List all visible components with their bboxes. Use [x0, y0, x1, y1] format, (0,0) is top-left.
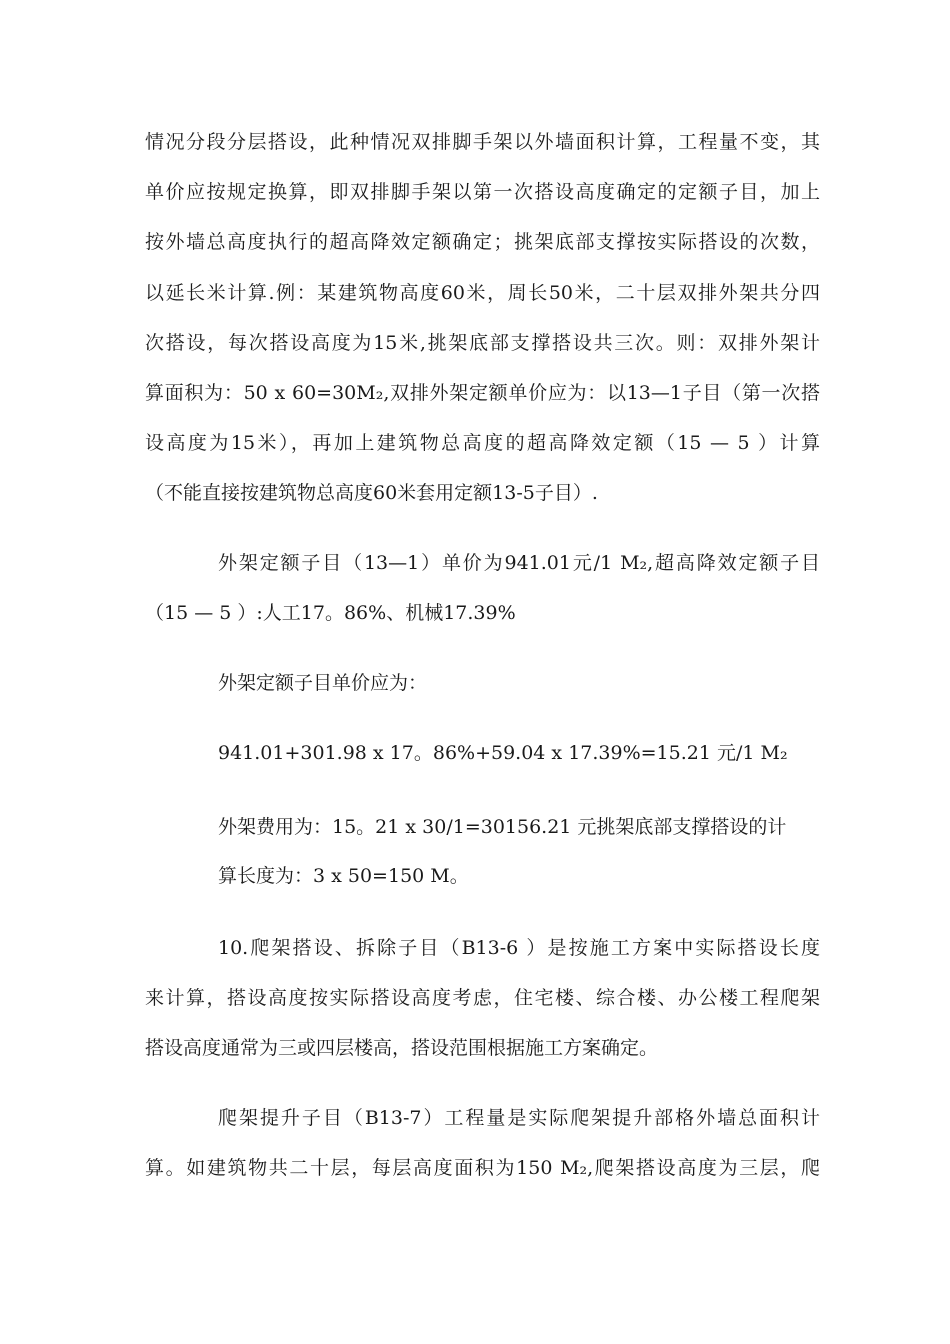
paragraph-1-line-6: 算面积为：50 x 60=30M₂,双排外架定额单价应为：以13—1子目（第一次搭 — [145, 382, 820, 404]
paragraph-2-line-1: 外架定额子目（13—1）单价为941.01元/1 M₂,超高降效定额子目 — [218, 552, 820, 574]
paragraph-1-line-4: 以延长米计算.例：某建筑物高度60米，周长50米，二十层双排外架共分四 — [145, 282, 820, 304]
paragraph-5-line-2: 算长度为：3 x 50=150 M。 — [218, 865, 469, 887]
paragraph-1-line-2: 单价应按规定换算，即双排脚手架以第一次搭设高度确定的定额子目，加上 — [145, 181, 820, 203]
paragraph-1-line-8: （不能直接按建筑物总高度60米套用定额13-5子目）. — [145, 482, 598, 504]
paragraph-4-formula: 941.01+301.98 x 17。86%+59.04 x 17.39%=15.21 元/1 M₂ — [218, 742, 788, 764]
paragraph-1-line-3: 按外墙总高度执行的超高降效定额确定；挑架底部支撑按实际搭设的次数， — [145, 231, 820, 253]
paragraph-7-line-2: 算。如建筑物共二十层，每层高度面积为150 M₂,爬架搭设高度为三层，爬 — [145, 1157, 820, 1179]
paragraph-6-line-1: 10.爬架搭设、拆除子目（B13-6 ）是按施工方案中实际搭设长度 — [218, 937, 820, 959]
paragraph-6-line-2: 来计算，搭设高度按实际搭设高度考虑，住宅楼、综合楼、办公楼工程爬架 — [145, 987, 820, 1009]
paragraph-1-line-5: 次搭设，每次搭设高度为15米,挑架底部支撑搭设共三次。则：双排外架计 — [145, 332, 820, 354]
paragraph-6-line-3: 搭设高度通常为三或四层楼高，搭设范围根据施工方案确定。 — [145, 1037, 659, 1059]
paragraph-5-line-1: 外架费用为：15。21 x 30/1=30156.21 元挑架底部支撑搭设的计 — [218, 816, 787, 838]
paragraph-1-line-1: 情况分段分层搭设，此种情况双排脚手架以外墙面积计算，工程量不变，其 — [145, 131, 820, 153]
paragraph-1-line-7: 设高度为15米），再加上建筑物总高度的超高降效定额（15 — 5 ）计算 — [145, 432, 820, 454]
paragraph-3-line-1: 外架定额子目单价应为： — [218, 672, 428, 694]
paragraph-7-line-1: 爬架提升子目（B13-7）工程量是实际爬架提升部格外墙总面积计 — [218, 1107, 820, 1129]
paragraph-2-line-2: （15 — 5 ）:人工17。86%、机械17.39% — [145, 602, 516, 624]
